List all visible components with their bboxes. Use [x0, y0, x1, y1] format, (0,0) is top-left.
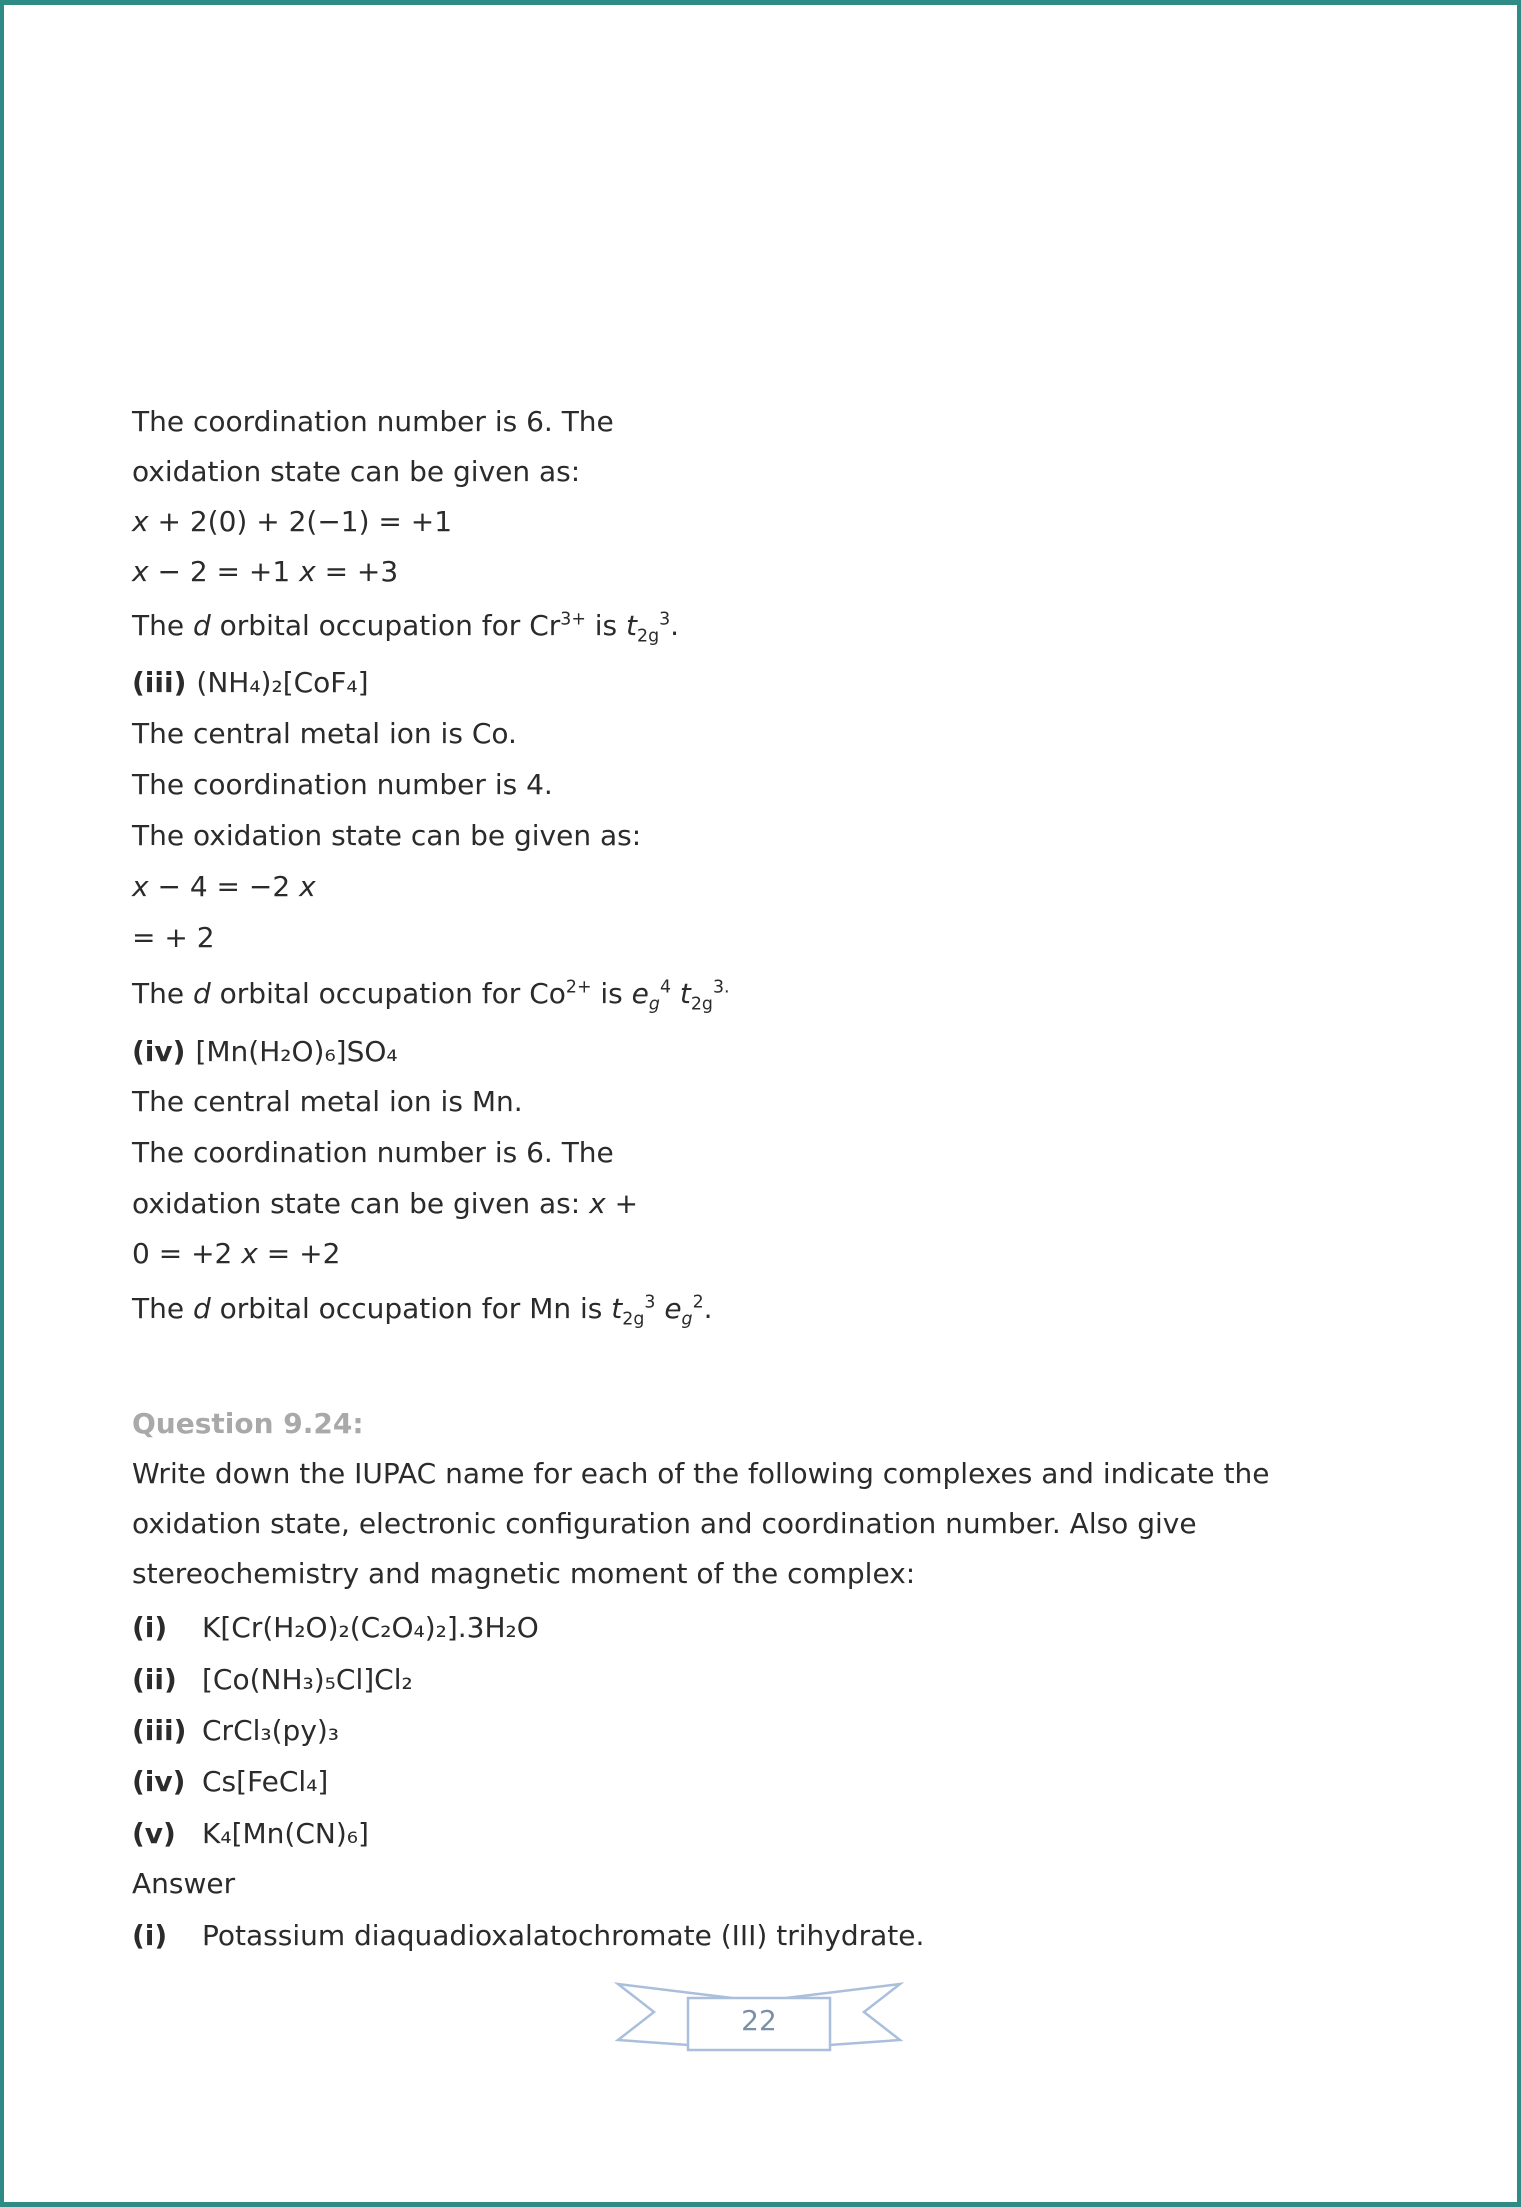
item-label: (iv) — [132, 1765, 186, 1798]
equation-line: 0 = +2 x = +2 — [132, 1237, 341, 1270]
equation-line: x − 4 = −2 x — [132, 870, 316, 903]
item-label: (i) — [132, 1611, 168, 1644]
page-number-ribbon — [614, 1982, 904, 2064]
formula: CrCl₃(py)₃ — [202, 1714, 340, 1747]
answer-text: Potassium diaquadioxalatochromate (III) trihydrate. — [202, 1919, 925, 1952]
question-item — [132, 1816, 369, 1852]
formula: K₄[Mn(CN)₆] — [202, 1817, 369, 1850]
question-text-line: oxidation state, electronic configuration and coordination number. Also give — [132, 1507, 1197, 1540]
item-label: (iv) — [132, 1035, 186, 1068]
d-orbital-line: The d orbital occupation for $Co^{2+}$ is $e_g^4$ $t_{2g}^{3.}$ — [132, 977, 730, 1015]
coordination-line: The coordination number is 4. — [132, 768, 553, 801]
question-item — [132, 1713, 339, 1749]
item-label: (iii) — [132, 666, 187, 699]
formula: (NH₄)₂[CoF₄] — [196, 666, 369, 699]
equation-line: x + 2(0) + 2(−1) = +1 — [132, 505, 453, 538]
item-label: (iii) — [132, 1714, 187, 1747]
equation-line: x − 2 = +1 x = +3 — [132, 555, 399, 588]
coordination-line: The coordination number is 6. The — [132, 1136, 614, 1169]
question-item — [132, 1764, 328, 1800]
oxidation-intro-line: The oxidation state can be given as: — [132, 819, 642, 852]
formula: [Co(NH₃)₅Cl]Cl₂ — [202, 1663, 413, 1696]
item-label: (v) — [132, 1817, 176, 1850]
formula: K[Cr(H₂O)₂(C₂O₄)₂].3H₂O — [202, 1611, 539, 1644]
formula: [Mn(H₂O)₆]SO₄ — [195, 1035, 398, 1068]
formula: Cs[FeCl₄] — [202, 1765, 329, 1798]
answer-heading: Answer — [132, 1867, 236, 1900]
question-item — [132, 1662, 413, 1698]
d-orbital-line: The d orbital occupation for $Cr^{3+}$ is $t_{2g}^3$. — [132, 609, 680, 647]
answer-iv-heading — [132, 1034, 398, 1070]
answer-iii-heading — [132, 665, 369, 701]
equation-text: + 2(0) + 2(−1) = +1 — [148, 505, 453, 538]
central-ion-line: The central metal ion is Co. — [132, 717, 517, 750]
item-label: (i) — [132, 1919, 168, 1952]
central-ion-line: The central metal ion is Mn. — [132, 1085, 523, 1118]
question-heading: Question 9.24: — [132, 1407, 364, 1440]
page-number: 22 — [741, 2004, 777, 2037]
question-text-line: stereochemistry and magnetic moment of the complex: — [132, 1557, 916, 1590]
oxidation-intro-line: oxidation state can be given as: x + — [132, 1187, 639, 1220]
question-item — [132, 1610, 539, 1646]
oxidation-intro-line: oxidation state can be given as: — [132, 455, 581, 488]
equation-line: = + 2 — [132, 921, 215, 954]
d-orbital-line: The d orbital occupation for Mn is $t_{2g}^3$ $e_g^2$. — [132, 1292, 713, 1330]
question-text-line: Write down the IUPAC name for each of the following complexes and indicate the — [132, 1457, 1270, 1490]
answer-item — [132, 1918, 924, 1954]
coordination-line: The coordination number is 6. The — [132, 405, 614, 438]
item-label: (ii) — [132, 1663, 177, 1696]
